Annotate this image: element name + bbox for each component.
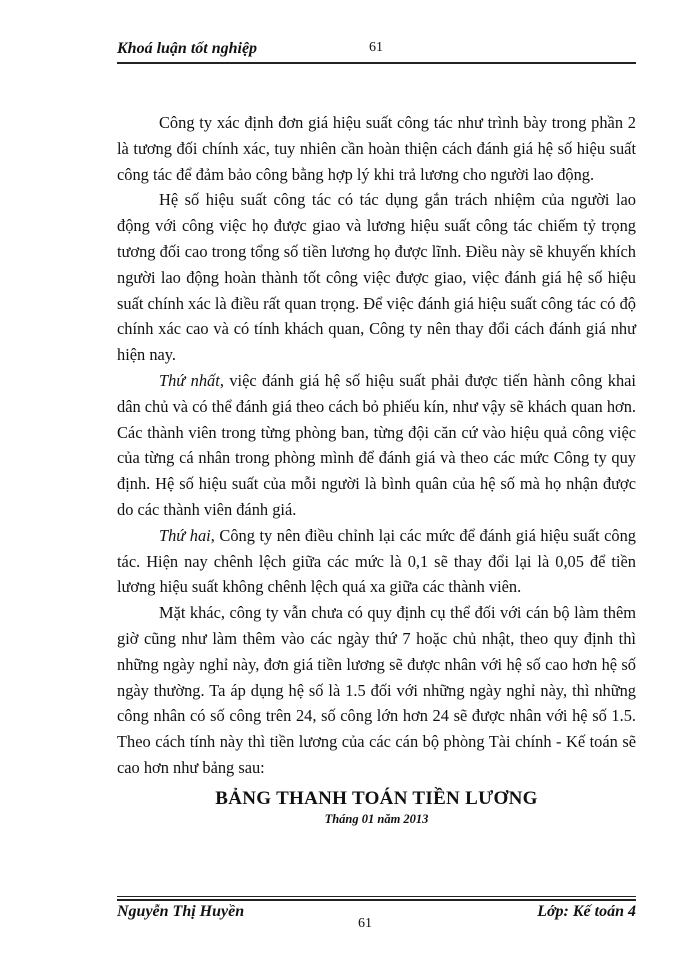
paragraph-1 [117, 110, 636, 187]
paragraph-4 [117, 523, 636, 600]
paragraph-2-text: Hệ số hiệu suất công tác có tác dụng gắn trách nhiệm của người lao động với công việc họ được giao và lương hiệu suất công tác chiếm tỷ trọng tương đối cao trong tổng số tiền lương họ được lĩnh. Điều này sẽ khuyến khích người lao động hoàn thành tốt công việc được giao, việc đánh giá hệ số hiệu suất chính xác là điều rất quan trọng. Để việc đánh giá hiệu suất công tác có độ chính xác cao và có tính khách quan, Công ty nên thay đổi cách đánh giá như hiện nay. [117, 190, 636, 365]
footer-rule-bottom [117, 899, 636, 901]
paragraph-1-text: Công ty xác định đơn giá hiệu suất công tác như trình bày trong phần 2 là tương đối chính xác, tuy nhiên cần hoàn thiện cách đánh giá hệ số hiệu suất công tác để đảm bảo công bằng hợp lý khi trả lương cho người lao động. [117, 113, 636, 184]
page-header [117, 37, 636, 63]
paragraph-4-text: , Công ty nên điều chỉnh lại các mức để đánh giá hiệu suất công tác. Hiện nay chênh lệch giữa các mức là 0,1 sẽ thay đổi lại là 0,05 để tiền lương hiệu suất không chênh lệch quá xa giữa các thành viên. [117, 525, 636, 597]
table-subtitle: Tháng 01 năm 2013 [324, 812, 429, 826]
header-page-number: 61 [369, 40, 383, 55]
header-title: Khoá luận tốt nghiệp [117, 40, 258, 57]
body-text [117, 110, 636, 781]
footer-class-label: Lớp: Kế toán 4 [537, 903, 636, 920]
paragraph-5-text: Mặt khác, công ty vẫn chưa có quy định cụ thể đối với cán bộ làm thêm giờ cũng như làm thêm vào các ngày thứ 7 hoặc chủ nhật, theo quy định thì những ngày nghỉ này, đơn giá tiền lương sẽ được nhân với hệ số cao hơn hệ số ngày thường. Ta áp dụng hệ số là 1.5 đối với những ngày nghỉ này, thì những công nhân có số công trên 24, số công lớn hơn 24 sẽ được nhân với hệ số 1.5. Theo cách tính này thì tiền lương của các cán bộ phòng Tài chính - Kế toán sẽ cao hơn như bảng sau: [117, 603, 636, 777]
table-title: BẢNG THANH TOÁN TIỀN LƯƠNG [215, 788, 538, 809]
footer-page-number: 61 [358, 916, 372, 931]
paragraph-3-text: , việc đánh giá hệ số hiệu suất phải được tiến hành công khai dân chủ và có thể đánh giá theo cách bỏ phiếu kín, như vậy sẽ khách quan hơn. Các thành viên trong từng phòng ban, từng đội căn cứ vào hiệu quả công việc của từng cá nhân trong phòng mình để đánh giá và theo các mức Công ty quy định. Hệ số hiệu suất của mỗi người là bình quân của hệ số mà họ nhận được do các thành viên đánh giá. [117, 370, 636, 519]
header-rule [117, 62, 636, 64]
paragraph-3 [117, 368, 636, 523]
footer-rule-top [117, 896, 636, 897]
paragraph-3-lead: Thứ nhất [159, 370, 220, 390]
paragraph-5 [117, 600, 636, 781]
paragraph-2 [117, 187, 636, 368]
paragraph-4-lead: Thứ hai [159, 525, 211, 545]
footer-author: Nguyễn Thị Huyền [117, 903, 245, 920]
